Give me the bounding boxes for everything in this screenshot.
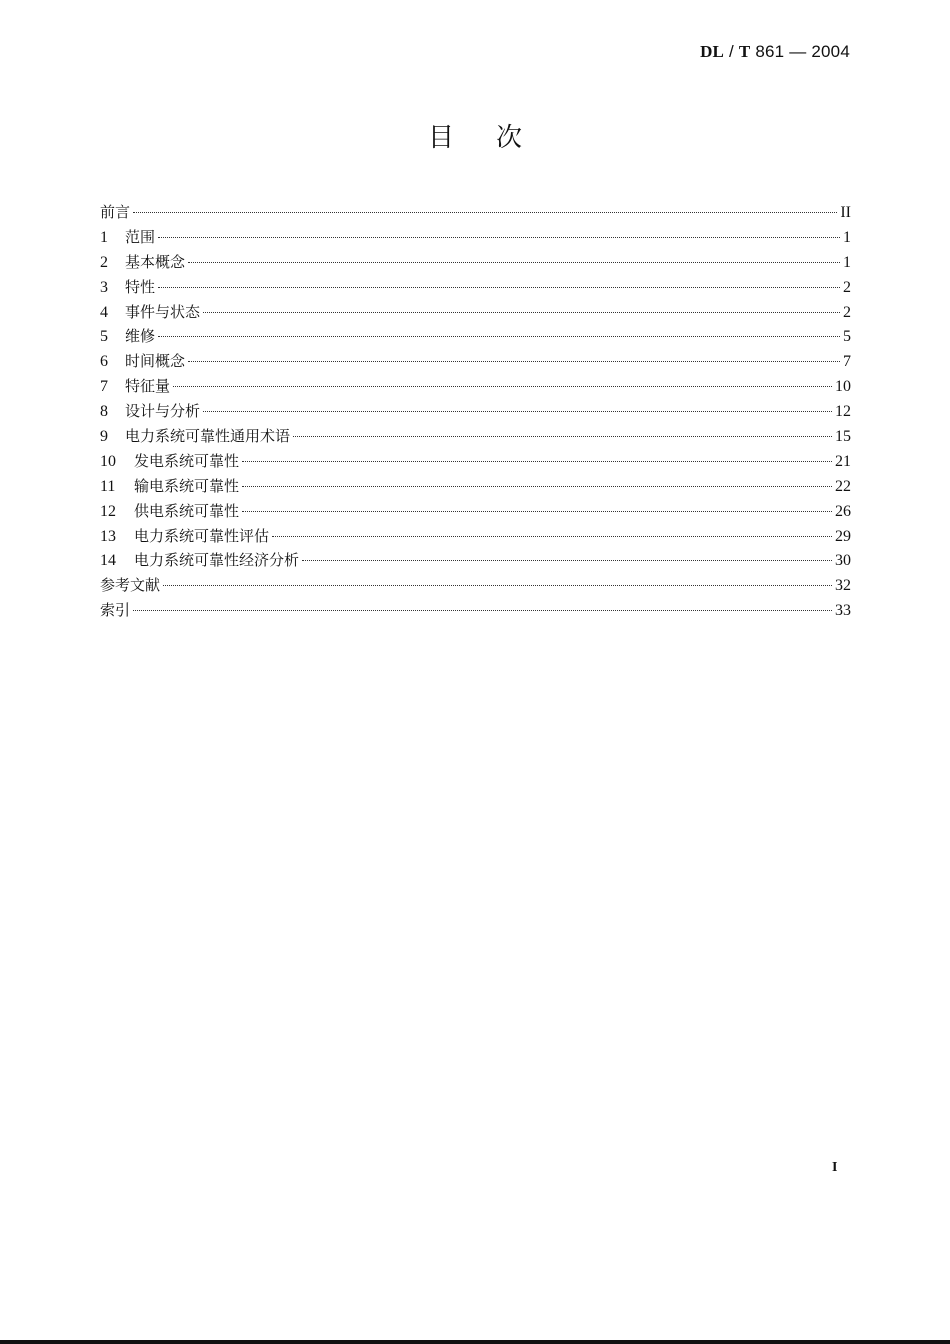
toc-entry-number: 1 (100, 228, 108, 246)
toc-entry-label: 特征量 (125, 377, 171, 396)
toc-entry[interactable] (100, 275, 851, 300)
dot-leader (133, 212, 837, 213)
toc-entry-number: 9 (100, 428, 108, 446)
code-t: T (738, 42, 751, 61)
toc-entry-label: 电力系统可靠性通用术语 (125, 427, 291, 446)
table-of-contents (100, 200, 851, 623)
toc-entry-label: 索引 (100, 601, 131, 620)
dot-leader (163, 585, 832, 586)
dot-leader (242, 511, 832, 512)
document-code (700, 42, 850, 62)
toc-entry-number: 12 (100, 502, 116, 520)
dot-leader (203, 312, 840, 313)
toc-entry-label: 基本概念 (125, 252, 186, 271)
code-prefix: DL (700, 42, 725, 61)
dot-leader (158, 237, 840, 238)
dot-leader (293, 436, 832, 437)
toc-entry-label: 维修 (125, 327, 156, 346)
toc-entry-label: 前言 (100, 203, 131, 221)
toc-entry[interactable] (100, 300, 851, 325)
toc-entry-page: 7 (843, 353, 851, 371)
toc-entry-label: 范围 (125, 227, 156, 246)
toc-entry[interactable] (100, 598, 851, 623)
toc-entry-label: 参考文献 (100, 576, 161, 595)
dot-leader (242, 461, 832, 462)
toc-entry[interactable] (100, 200, 851, 225)
dot-leader (188, 262, 840, 263)
dot-leader (158, 336, 840, 337)
toc-entry[interactable] (100, 499, 851, 524)
toc-entry-label: 电力系统可靠性评估 (134, 526, 270, 545)
toc-entry[interactable] (100, 324, 851, 349)
toc-entry-number: 13 (100, 527, 116, 545)
toc-entry-page: 32 (835, 577, 851, 595)
toc-entry-number: 8 (100, 403, 108, 421)
toc-entry-label: 输电系统可靠性 (134, 476, 240, 495)
toc-entry[interactable] (100, 250, 851, 275)
toc-entry-label: 事件与状态 (125, 302, 201, 321)
dot-leader (173, 386, 832, 387)
toc-entry-page: 2 (843, 278, 851, 296)
title-char-2: 次 (496, 123, 523, 153)
toc-entry-page: 30 (835, 552, 851, 570)
toc-entry-number: 5 (100, 328, 108, 346)
toc-entry[interactable] (100, 474, 851, 499)
toc-entry-label: 时间概念 (125, 352, 186, 371)
toc-entry-label: 特性 (125, 277, 156, 296)
toc-entry[interactable] (100, 449, 851, 474)
toc-entry-page: 1 (843, 228, 851, 246)
toc-entry-label: 发电系统可靠性 (134, 451, 240, 470)
toc-entry-number: 7 (100, 378, 108, 396)
toc-entry-page: 26 (835, 502, 851, 520)
toc-entry-label: 设计与分析 (125, 402, 201, 421)
toc-entry-page: 12 (835, 403, 851, 421)
toc-entry-number: 3 (100, 278, 108, 296)
toc-entry-number: 10 (100, 452, 116, 470)
toc-entry[interactable] (100, 524, 851, 549)
toc-entry-page: 2 (843, 303, 851, 321)
title-char-1: 目 (427, 123, 454, 153)
code-slash: / (724, 42, 739, 61)
toc-entry-page: 22 (835, 477, 851, 495)
toc-entry-number: 2 (100, 253, 108, 271)
toc-entry[interactable] (100, 424, 851, 449)
toc-entry-page: 1 (843, 253, 851, 271)
toc-entry[interactable] (100, 225, 851, 250)
toc-entry[interactable] (100, 573, 851, 598)
toc-entry-page: 33 (835, 602, 851, 620)
dot-leader (203, 411, 832, 412)
dot-leader (188, 361, 840, 362)
toc-entry-page: 29 (835, 527, 851, 545)
toc-entry-page: 5 (843, 328, 851, 346)
dot-leader (158, 287, 840, 288)
toc-entry-number: 11 (100, 477, 116, 495)
dot-leader (302, 560, 832, 561)
dot-leader (272, 536, 832, 537)
toc-entry-page: 15 (835, 428, 851, 446)
toc-entry-label: 电力系统可靠性经济分析 (134, 551, 300, 570)
toc-entry-page: 21 (835, 452, 851, 470)
toc-entry[interactable] (100, 374, 851, 399)
toc-entry-number: 14 (100, 552, 116, 570)
toc-entry-number: 4 (100, 303, 108, 321)
page-title (0, 117, 950, 154)
page-folio: I (832, 1160, 838, 1175)
toc-entry-label: 供电系统可靠性 (134, 501, 240, 520)
toc-entry-page: 10 (835, 378, 851, 396)
toc-entry[interactable] (100, 349, 851, 374)
dot-leader (242, 486, 832, 487)
dot-leader (133, 610, 832, 611)
toc-entry-page: II (840, 204, 851, 221)
toc-entry[interactable] (100, 399, 851, 424)
toc-entry-number: 6 (100, 353, 108, 371)
bottom-border (0, 1340, 950, 1344)
code-number: 861 — 2004 (750, 42, 850, 61)
toc-entry[interactable] (100, 548, 851, 573)
